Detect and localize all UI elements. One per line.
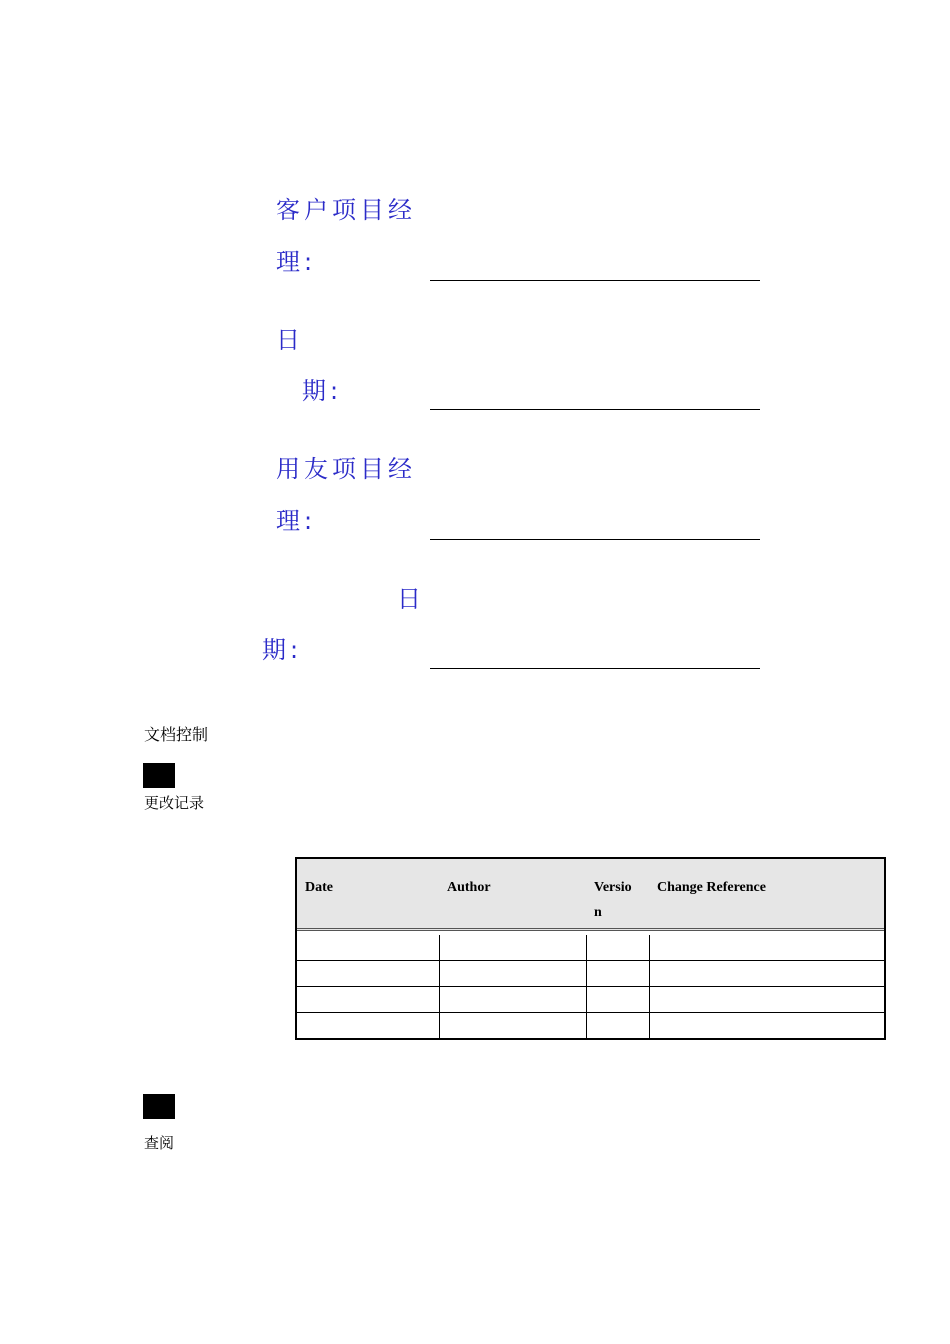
yonyou-pm-label-line2: 理:: [276, 507, 317, 535]
column-divider: [586, 935, 587, 1038]
date1-label-line2: 期:: [302, 377, 343, 405]
date2-label-line2: 期:: [262, 636, 303, 664]
column-divider: [649, 935, 650, 1038]
table-row[interactable]: [297, 987, 884, 1013]
table-row[interactable]: [297, 961, 884, 987]
client-pm-label-line2: 理:: [276, 248, 317, 276]
change-log-label: 更改记录: [144, 794, 205, 812]
client-pm-signature-line[interactable]: [430, 280, 760, 281]
client-pm-label-line1: 客户项目经: [276, 196, 416, 224]
header-date: Date: [305, 880, 333, 895]
table-row[interactable]: [297, 935, 884, 961]
yonyou-pm-label-line1: 用友项目经: [276, 455, 416, 483]
doc-control-heading: 文档控制: [144, 725, 209, 744]
table-header-row: [297, 859, 884, 931]
header-version-line1: Versio: [594, 880, 632, 895]
date1-label-line1: 日: [276, 326, 304, 354]
header-change-reference: Change Reference: [657, 880, 766, 895]
header-author: Author: [447, 880, 491, 895]
change-log-marker: [143, 763, 175, 788]
review-label: 查阅: [144, 1134, 175, 1152]
review-marker: [143, 1094, 175, 1119]
table-row[interactable]: [297, 1013, 884, 1039]
yonyou-pm-signature-line[interactable]: [430, 539, 760, 540]
date1-signature-line[interactable]: [430, 409, 760, 410]
column-divider: [439, 935, 440, 1038]
date2-label-line1: 日: [397, 585, 425, 613]
header-version-line2: n: [594, 905, 602, 920]
header-version: [594, 875, 632, 925]
change-record-table: [295, 857, 886, 1040]
date2-signature-line[interactable]: [430, 668, 760, 669]
